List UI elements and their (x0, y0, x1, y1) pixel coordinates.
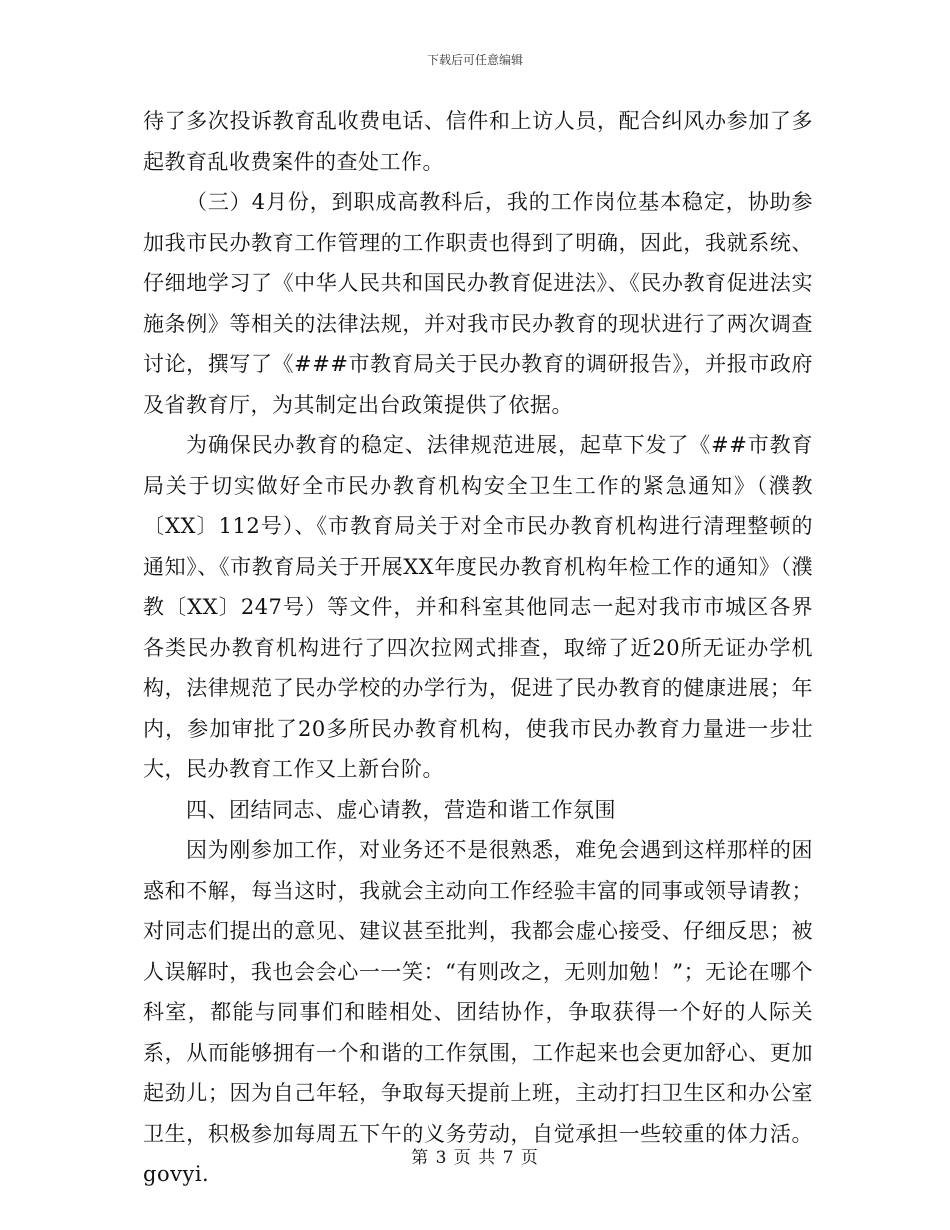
paragraph-regulation: 为确保民办教育的稳定、法律规范进展，起草下发了《##市教育局关于切实做好全市民办教育机构安全卫生工作的紧急通知》（濮教〔XX〕112号）、《市教育局关于对全市民办教育机构进行清理整顿的通知》、《市教育局关于开展XX年度民办教育机构年检工作的通知》（濮教〔XX〕247号）等文件，并和科室其他同志一起对我市市城区各界各类民办教育机构进行了四次拉网式排查，取缔了近20所无证办学机构，法律规范了民办学校的办学行为，促进了民办教育的健康进展；年内，参加审批了20多所民办教育机构，使我市民办教育力量进一步壮大，民办教育工作又上新台阶。 (143, 433, 813, 781)
document-body (143, 101, 813, 1195)
paragraph-teamwork: 因为刚参加工作，对业务还不是很熟悉，难免会遇到这样那样的困惑和不解，每当这时，我就会主动向工作经验丰富的同事或领导请教；对同志们提出的意见、建议甚至批判，我都会虚心接受、仔细反思；被人误解时，我也会会心一一笑：“有则改之，无则加勉！”；无论在哪个科室，都能与同事们和睦相处、团结协作，争取获得一个好的人际关系，从而能够拥有一个和谐的工作氛围，工作起来也会更加舒心、更加起劲儿；因为自己年轻，争取每天提前上班，主动打扫卫生区和办公室卫生，积极参加每周五下午的义务劳动，自觉承担一些较重的体力活。govyi. (143, 838, 813, 1186)
page-number-footer: 第 3 页 共 7 页 (411, 1148, 539, 1168)
paragraph-continuation: 待了多次投诉教育乱收费电话、信件和上访人员，配合纠风办参加了多起教育乱收费案件的查处工作。 (143, 109, 813, 174)
section-heading-four: 四、团结同志、虚心请教，营造和谐工作氛围 (186, 797, 616, 822)
page-header: 下载后可任意编辑 (426, 53, 523, 67)
paragraph-section-three: （三）4月份，到职成高教科后，我的工作岗位基本稳定，协助参加我市民办教育工作管理的工作职责也得到了明确，因此，我就系统、仔细地学习了《中华人民共和国民办教育促进法》、《民办教育促进法实施条例》等相关的法律法规，并对我市民办教育的现状进行了两次调查讨论，撰写了《###市教育局关于民办教育的调研报告》，并报市政府及省教育厅，为其制定出台政策提供了依据。 (143, 190, 813, 417)
